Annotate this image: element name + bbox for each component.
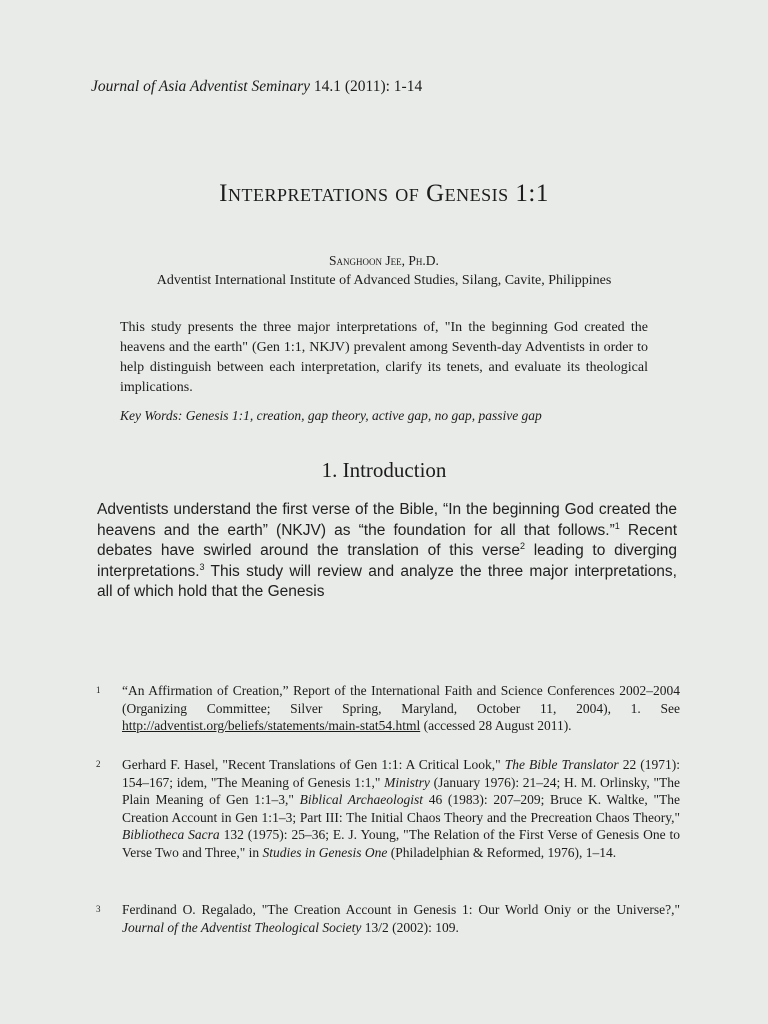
footnote-text: (Philadelphian & Reformed, 1976), 1–14. (387, 844, 617, 860)
footnote-italic: Studies in Genesis One (262, 844, 388, 860)
body-text-4: This study will review and analyze the three major interpretations, all of which hold that the Genesis (97, 562, 677, 600)
body-text-3: leading to diverging interpretations. (97, 542, 677, 580)
keywords: Key Words: Genesis 1:1, creation, gap theory, active gap, no gap, passive gap (120, 408, 542, 423)
footnote-italic: Ministry (384, 774, 430, 790)
abstract-text: This study presents the three major interpretations of, "In the beginning God created the heavens and the earth" (Gen 1:1, NKJV) prevalent among Seventh-day Adventists in order to help distinguish between each interpretation, clarify its tenets, and evaluate its theological implications. (120, 320, 648, 395)
footnote-text: Gerhard F. Hasel, "Recent Translations of Gen 1:1: A Critical Look," (122, 757, 505, 772)
footnote-ref-1: 1 (614, 520, 620, 531)
footnote-text: “An Affirmation of Creation,” Report of the International Faith and Science Conferences 2002–2004 (Organizing Committee; Silver Spring, Maryland, October 11, 2004), 1. See (122, 683, 680, 716)
footnote-text: 46 (1983): 207–209; Bruce K. Waltke, "The Creation Account in Gen 1:1–3; Part III: The Initial Chaos Theory and the Precreation Chaos Theory," (122, 792, 680, 825)
footnote-text: Ferdinand O. Regalado, "The Creation Account in Genesis 1: Our World Oniy or the Universe?," (122, 902, 680, 917)
footnote-number: 3 (96, 904, 101, 914)
journal-name: Journal of Asia Adventist Seminary (91, 78, 310, 95)
footnote-italic: Journal of the Adventist Theological Society (122, 919, 362, 935)
footnote-text: 22 (1971): 154–167; idem, "The Meaning of Genesis 1:1," (122, 757, 681, 790)
footnote-text: 13/2 (2002): 109. (361, 919, 459, 935)
footnote-italic: The Bible Translator (504, 757, 619, 772)
body-paragraph (97, 500, 677, 603)
footnote-italic: Biblical Archaeologist (299, 792, 424, 807)
footnote-1 (96, 682, 680, 735)
author-name: Sanghoon Jee, Ph.D. (329, 253, 439, 268)
journal-citation (91, 78, 422, 96)
section-heading: 1. Introduction (321, 458, 447, 482)
footnote-link[interactable]: http://adventist.org/beliefs/statements/main-stat54.html (122, 718, 421, 733)
body-text-1: Adventists understand the first verse of the Bible, “In the beginning God created the heavens and the earth” (NKJV) as “the foundation for all that follows.” (97, 501, 677, 539)
footnote-3 (96, 901, 680, 936)
footnote-ref-3: 3 (199, 561, 205, 572)
footnote-text: (accessed 28 August 2011). (420, 718, 572, 733)
footnote-ref-2: 2 (520, 540, 526, 551)
footnote-2 (96, 756, 680, 861)
footnote-number: 2 (96, 759, 101, 769)
author-affiliation: Adventist International Institute of Advanced Studies, Silang, Cavite, Philippines (156, 273, 612, 288)
footnote-text: (January 1976): 21–24; H. M. Orlinsky, "The Plain Meaning of Gen 1:1–3," (122, 774, 680, 807)
journal-issue: 14.1 (2011): 1-14 (313, 78, 423, 95)
footnote-text: 132 (1975): 25–36; E. J. Young, "The Relation of the First Verse of Genesis One to Verse Two and Three," in (122, 827, 680, 860)
body-text-2: Recent debates have swirled around the translation of this verse (97, 521, 677, 559)
footnote-italic: Bibliotheca Sacra (122, 827, 220, 842)
abstract (120, 318, 648, 398)
article-title: Interpretations of Genesis 1:1 (219, 180, 549, 207)
footnote-number: 1 (96, 685, 101, 695)
